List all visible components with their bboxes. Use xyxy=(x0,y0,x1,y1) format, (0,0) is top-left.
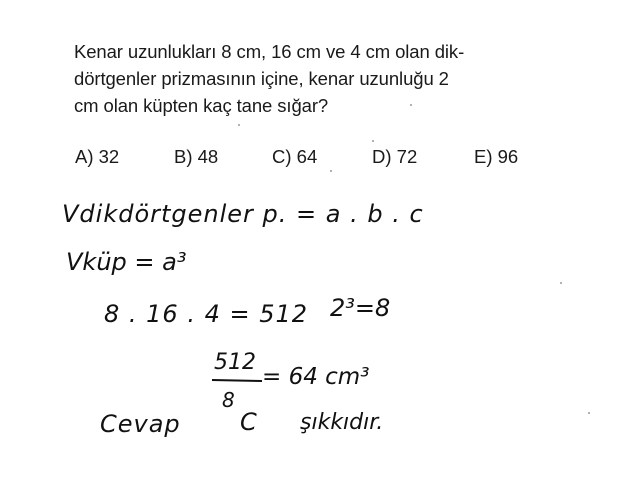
choice-c: C) 64 xyxy=(272,146,318,167)
question-line-3: cm olan küpten kaç tane sığar? xyxy=(74,95,329,116)
handwritten-cube-volume: Vküp = a³ xyxy=(66,248,187,276)
handwritten-multiplication: 8 . 16 . 4 = 512 xyxy=(104,300,309,328)
scan-speck xyxy=(372,140,374,142)
scan-speck xyxy=(330,170,332,172)
choice-d: D) 72 xyxy=(372,146,418,167)
scan-speck xyxy=(588,412,590,414)
scan-speck xyxy=(560,282,562,284)
handwritten-answer-letter: C xyxy=(240,408,257,436)
scan-speck xyxy=(410,104,412,106)
choice-a: A) 32 xyxy=(75,146,120,167)
question-line-1: Kenar uzunlukları 8 cm, 16 cm ve 4 cm olan dik- xyxy=(74,41,465,62)
handwritten-answer-word: Cevap xyxy=(100,410,181,438)
choice-e: E) 96 xyxy=(474,146,519,167)
handwritten-fraction-numerator: 512 xyxy=(214,350,256,375)
handwritten-answer-tail: şıkkıdır. xyxy=(300,410,384,435)
handwritten-cube-of-two: 2³=8 xyxy=(330,294,391,322)
question-line-2: dörtgenler prizmasının içine, kenar uzunluğu 2 xyxy=(74,68,449,89)
handwritten-prism-volume: Vdikdörtgenler p. = a . b . c xyxy=(62,200,424,228)
handwritten-fraction-result: = 64 cm³ xyxy=(262,364,370,390)
handwritten-fraction-denominator: 8 xyxy=(222,388,235,412)
scan-speck xyxy=(238,124,240,126)
choice-b: B) 48 xyxy=(174,146,219,167)
